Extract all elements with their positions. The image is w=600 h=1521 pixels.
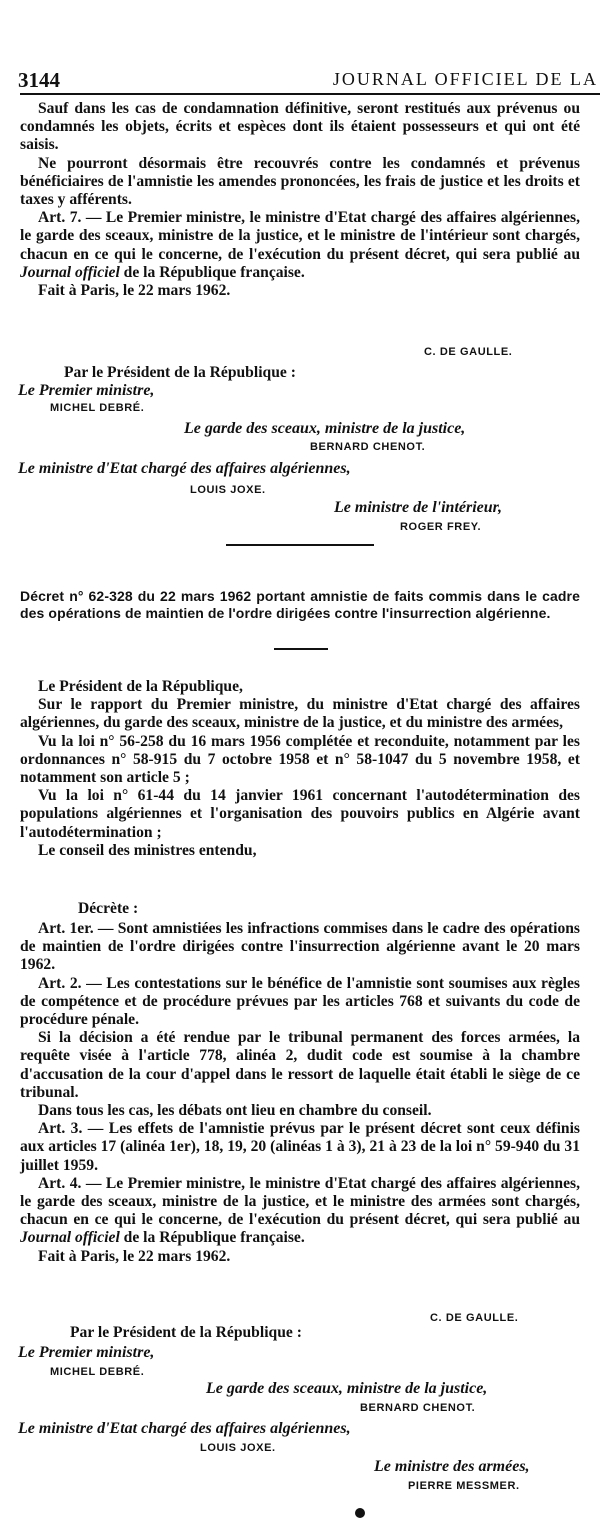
- prev-decree-body: [20, 100, 580, 300]
- ornament-dot: [355, 1508, 365, 1518]
- art1-text: Sont amnistiées les infractions commises dans le cadre des opérations de maintien de l'ordre dirigées contre l'insurrection algérienne avant le 20 mars 1962.: [20, 920, 580, 974]
- prev-int-title: Le ministre de l'intérieur,: [334, 499, 503, 516]
- decree-conseil: Le conseil des ministres entendu,: [38, 841, 257, 859]
- art4-text-a: Le Premier ministre, le ministre d'Etat chargé des affaires algériennes, le garde des sceaux, ministre de la justice, et le ministre des armées sont chargés, chacun en ce qui le concerne, de l'exécution du présent décret, qui sera publié au: [20, 1174, 580, 1229]
- prev-art7: [20, 209, 580, 282]
- header-rule: [20, 93, 600, 95]
- prev-etat-name: LOUIS JOXE.: [190, 484, 266, 496]
- art2-c: Dans tous les cas, les débats ont lieu en chambre du conseil.: [38, 1102, 432, 1120]
- decree-garde-name: BERNARD CHENOT.: [360, 1402, 476, 1414]
- decree-armees-title: Le ministre des armées,: [374, 1458, 530, 1475]
- decree-etat-title: Le ministre d'Etat chargé des affaires algériennes,: [18, 1420, 351, 1437]
- art4-journal: Journal officiel: [20, 1229, 120, 1247]
- art7-label: Art. 7. —: [38, 209, 102, 227]
- art4-text-b: de la République française.: [119, 1229, 305, 1247]
- prev-etat-title: Le ministre d'Etat chargé des affaires algériennes,: [18, 460, 351, 477]
- prev-para-amendes: Ne pourront désormais être recouvrés contre les condamnés et prévenus bénéficiaires de l'amnistie les amendes prononcées, les frais de justice et les droits et taxes y afférents.: [20, 154, 580, 209]
- art2: [20, 975, 580, 1030]
- prev-pm-title: Le Premier ministre,: [18, 382, 155, 399]
- art7-text-a: Le Premier ministre, le ministre d'Etat chargé des affaires algériennes, le garde des sceaux, ministre de la justice, et le ministre de l'intérieur sont chargés, chacun en ce qui le concerne, de l'exécution du présent décret, qui sera publié au: [20, 209, 580, 263]
- art2-label: Art. 2. —: [38, 974, 102, 992]
- decree-garde-title: Le garde des sceaux, ministre de la justice,: [206, 1380, 488, 1397]
- decrete-heading: Décrète :: [78, 900, 139, 917]
- decree-vu-1: Vu la loi n° 56-258 du 16 mars 1956 complétée et reconduite, notamment par les ordonnances n° 58-915 du 7 octobre 1958 et n° 58-1047 du 5 novembre 1958, et notamment son article 5 ;: [20, 732, 580, 787]
- decree-rapport: Sur le rapport du Premier ministre, du ministre d'Etat chargé des affaires algériennes, du garde des sceaux, ministre de la justice, et du ministre des armées,: [20, 696, 580, 732]
- decree-gaulle: C. DE GAULLE.: [430, 1312, 519, 1324]
- decree-par-president: Par le Président de la République :: [70, 1324, 302, 1341]
- prev-para-restitution: Sauf dans les cas de condamnation définitive, seront restitués aux prévenus ou condamnés les objets, écrits et espèces dont ils étaient possesseurs et qui ont été saisis.: [20, 100, 580, 154]
- decree-fait: Fait à Paris, le 22 mars 1962.: [38, 1247, 231, 1265]
- art1-label: Art. 1er. —: [38, 920, 114, 937]
- art2-b: Si la décision a été rendue par le tribunal permanent des forces armées, la requête visée à l'article 778, alinéa 2, dudit code est soumise à la chambre d'accusation de la cour d'appel dans le ressort de laquelle était établi le siège de ce tribunal.: [20, 1029, 580, 1101]
- art1: [20, 920, 580, 975]
- decree-president: Le Président de la République,: [38, 678, 243, 695]
- prev-int-name: ROGER FREY.: [400, 521, 482, 533]
- art3-text: Les effets de l'amnistie prévus par le présent décret sont ceux définis aux articles 17 (alinéa 1er), 18, 19, 20 (alinéas 1 à 3), 21 à 23 de la loi n° 59-940 du 31 juillet 1959.: [20, 1120, 580, 1174]
- prev-par-president: Par le Président de la République :: [64, 364, 296, 381]
- prev-gaulle: C. DE GAULLE.: [424, 346, 513, 358]
- decree-articles: [20, 920, 580, 1266]
- running-head: JOURNAL OFFICIEL DE LA: [332, 69, 598, 89]
- art2-text: Les contestations sur le bénéfice de l'amnistie sont soumises aux règles de compétence et de procédure prévues par les articles 768 et suivants du code de procédure pénale.: [20, 974, 580, 1029]
- decree-pm-name: MICHEL DEBRÉ.: [50, 1366, 145, 1378]
- decree-armees-name: PIERRE MESSMER.: [408, 1480, 520, 1492]
- decree-preamble: [20, 678, 580, 860]
- prev-pm-name: MICHEL DEBRÉ.: [50, 402, 145, 414]
- decree-vu-2: Vu la loi n° 61-44 du 14 janvier 1961 concernant l'autodétermination des populations algériennes et l'organisation des pouvoirs publics en Algérie avant l'autodétermination ;: [20, 787, 580, 841]
- title-rule: [274, 648, 328, 650]
- prev-garde-title: Le garde des sceaux, ministre de la justice,: [184, 420, 466, 437]
- art7-journal: Journal officiel: [20, 263, 120, 281]
- prev-fait: Fait à Paris, le 22 mars 1962.: [38, 282, 231, 300]
- art3: [20, 1120, 580, 1175]
- art7-text-b: de la République française.: [119, 263, 305, 281]
- decree-title-block: [20, 588, 580, 621]
- decree-etat-name: LOUIS JOXE.: [200, 1442, 276, 1454]
- decree-title: Décret n° 62-328 du 22 mars 1962 portant amnistie de faits commis dans le cadre des opérations de maintien de l'ordre dirigées contre l'insurrection algérienne.: [20, 588, 580, 621]
- art3-label: Art. 3. —: [38, 1120, 104, 1138]
- page-number: 3144: [18, 68, 60, 92]
- decree-pm-title: Le Premier ministre,: [18, 1344, 155, 1361]
- prev-garde-name: BERNARD CHENOT.: [310, 441, 426, 453]
- separator-rule: [226, 544, 374, 546]
- art4-label: Art. 4. —: [38, 1174, 102, 1192]
- art4: [20, 1175, 580, 1248]
